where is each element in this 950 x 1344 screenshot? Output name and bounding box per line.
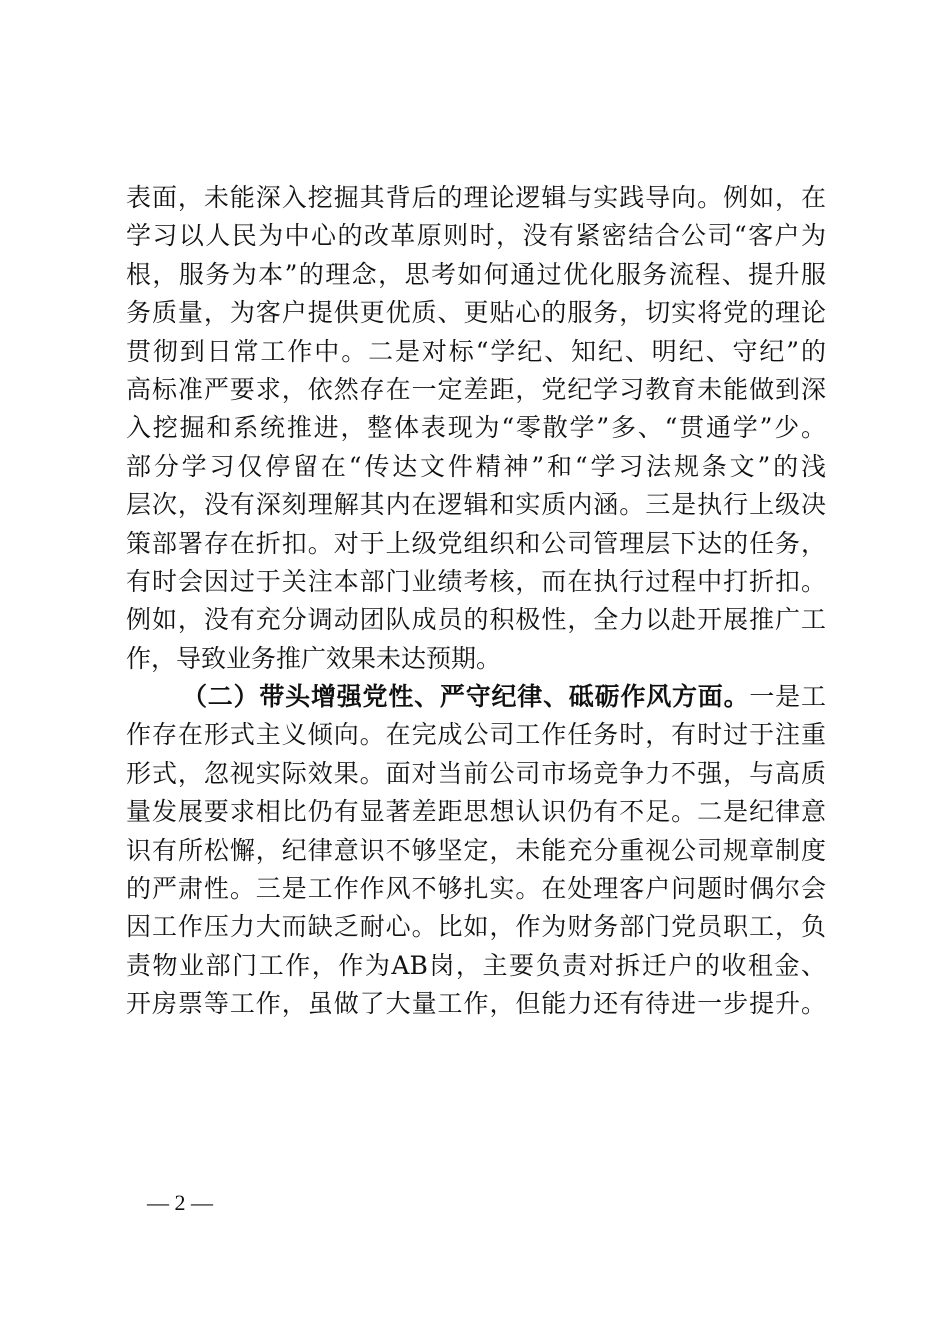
paragraph-1-line-8: 部分学习仅停留在“传达文件精神”和“学习法规条文”的浅: [126, 451, 826, 481]
paragraph-2-line-4: 识有所松懈，纪律意识不够坚定，未能充分重视公司规章制度: [126, 835, 826, 865]
paragraph-1-line-10: 策部署存在折扣。对于上级党组织和公司管理层下达的任务，: [126, 528, 826, 558]
section-2-heading: （二）带头增强党性、严守纪律、砥砺作风方面。: [182, 682, 750, 712]
paragraph-1-line-12: 例如，没有充分调动团队成员的积极性，全力以赴开展推广工: [126, 605, 826, 635]
section-2-first-line: [126, 678, 826, 716]
page-number: — 2 —: [147, 1190, 213, 1215]
paragraph-2-line-6: 因工作压力大而缺乏耐心。比如，作为财务部门党员职工，负: [126, 912, 826, 942]
paragraph-1-line-4: 务质量，为客户提供更优质、更贴心的服务，切实将党的理论: [126, 298, 826, 328]
paragraph-2-line-2: 形式，忽视实际效果。面对当前公司市场竞争力不强，与高质: [126, 758, 826, 788]
paragraph-2-line-8: 开房票等工作，虽做了大量工作，但能力还有待进一步提升。: [126, 989, 826, 1019]
section-2-first-line-rest: 一是工: [749, 682, 826, 712]
document-body: [126, 179, 826, 1024]
paragraph-1-line-6: 高标准严要求，依然存在一定差距，党纪学习教育未能做到深: [126, 374, 826, 404]
paragraph-1-line-9: 层次，没有深刻理解其内在逻辑和实质内涵。三是执行上级决: [126, 490, 826, 520]
paragraph-1-line-11: 有时会因过于关注本部门业绩考核，而在执行过程中打折扣。: [126, 566, 826, 596]
paragraph-1-line-3: 根，服务为本”的理念，思考如何通过优化服务流程、提升服: [126, 259, 826, 289]
paragraph-1-line-13: 作，导致业务推广效果未达预期。: [126, 643, 502, 673]
paragraph-2-line-7: 责物业部门工作，作为AB岗，主要负责对拆迁户的收租金、: [126, 950, 826, 980]
paragraph-1-line-7: 入挖掘和系统推进，整体表现为“零散学”多、“贯通学”少。: [126, 413, 826, 443]
paragraph-1-line-1: 表面，未能深入挖掘其背后的理论逻辑与实践导向。例如，在: [126, 183, 826, 212]
paragraph-1-line-5: 贯彻到日常工作中。二是对标“学纪、知纪、明纪、守纪”的: [126, 336, 826, 366]
paragraph-2-line-1: 作存在形式主义倾向。在完成公司工作任务时，有时过于注重: [126, 720, 826, 750]
paragraph-2-line-5: 的严肃性。三是工作作风不够扎实。在处理客户问题时偶尔会: [126, 874, 826, 904]
paragraph-1-line-2: 学习以人民为中心的改革原则时，没有紧密结合公司“客户为: [126, 221, 826, 251]
paragraph-2-line-3: 量发展要求相比仍有显著差距思想认识仍有不足。二是纪律意: [126, 797, 826, 827]
